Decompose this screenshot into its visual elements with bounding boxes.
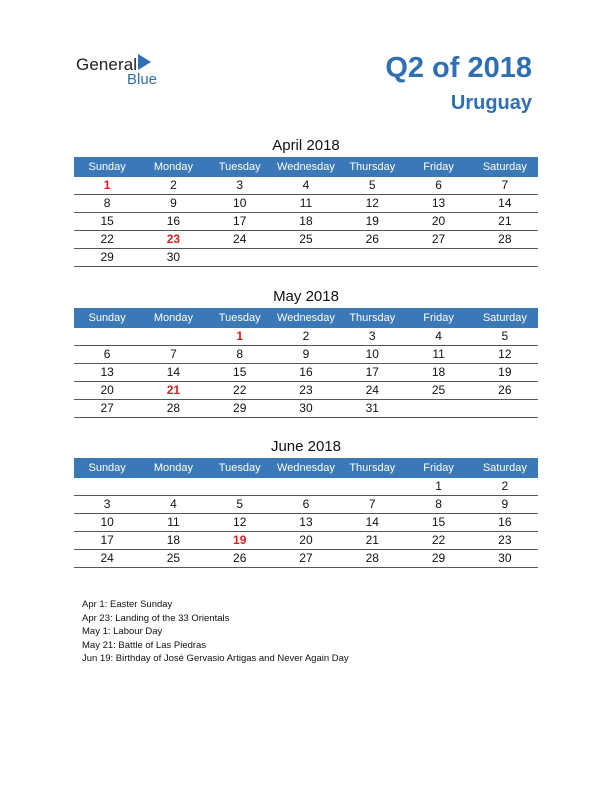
day-cell: 26 <box>498 383 512 397</box>
weekday-label: Sunday <box>88 312 126 324</box>
month-title: April 2018 <box>272 137 340 154</box>
day-cell: 3 <box>368 329 376 343</box>
weekday-header <box>74 157 538 177</box>
day-cell: 5 <box>501 329 509 343</box>
day-cell: 1 <box>236 329 244 343</box>
day-cell: 1 <box>103 178 111 192</box>
day-cell: 10 <box>365 347 379 361</box>
day-cell: 4 <box>170 497 177 511</box>
day-cell: 15 <box>233 365 247 379</box>
day-cell: 4 <box>435 329 442 343</box>
week-row <box>74 514 538 532</box>
day-cell: 7 <box>368 497 376 511</box>
day-cell: 11 <box>299 196 313 210</box>
day-cell: 31 <box>365 401 379 415</box>
day-cell: 9 <box>501 497 509 511</box>
day-cell: 15 <box>100 214 114 228</box>
calendar-may <box>74 286 538 418</box>
holiday-note: May 1: Labour Day <box>82 626 163 637</box>
week-row <box>74 177 538 195</box>
month-title: May 2018 <box>273 288 339 305</box>
calendar-april <box>74 135 538 267</box>
day-cell: 14 <box>498 196 512 210</box>
day-cell: 26 <box>233 551 247 565</box>
brand-blue-text: Blue <box>127 71 158 88</box>
day-cell: 9 <box>170 196 177 210</box>
day-cell: 18 <box>299 214 313 228</box>
day-cell: 30 <box>299 401 313 415</box>
day-cell: 25 <box>166 551 181 565</box>
day-cell: 29 <box>100 250 114 264</box>
weekday-label: Monday <box>153 312 193 324</box>
empty-day-cell <box>273 249 339 266</box>
weekday-label: Saturday <box>482 312 527 324</box>
empty-day-cell <box>339 478 405 495</box>
day-cell: 12 <box>365 196 379 210</box>
calendar-june <box>74 436 538 568</box>
day-cell: 30 <box>498 551 512 565</box>
day-cell: 13 <box>100 365 114 379</box>
day-cell: 13 <box>299 515 313 529</box>
weekday-label: Sunday <box>88 161 126 173</box>
day-cell: 29 <box>233 401 247 415</box>
day-cell: 4 <box>302 178 310 192</box>
day-cell: 27 <box>100 401 114 415</box>
day-cell: 22 <box>233 383 247 397</box>
holiday-note: Apr 1: Easter Sunday <box>82 599 173 610</box>
weekday-label: Wednesday <box>277 312 335 324</box>
flag-icon <box>138 54 151 70</box>
day-cell: 3 <box>103 497 111 511</box>
empty-day-cell <box>472 400 538 417</box>
day-cell: 16 <box>498 515 512 529</box>
day-cell: 23 <box>498 533 512 547</box>
day-cell: 20 <box>100 383 114 397</box>
weekday-label: Wednesday <box>277 462 335 474</box>
country-name: Uruguay <box>450 92 532 114</box>
week-row <box>74 346 538 364</box>
day-cell: 17 <box>233 214 247 228</box>
day-cell: 3 <box>236 178 244 192</box>
day-cell: 19 <box>233 533 247 547</box>
week-row <box>74 550 538 568</box>
weekday-header <box>74 308 538 328</box>
empty-day-cell <box>140 478 206 495</box>
weekday-label: Friday <box>423 462 454 474</box>
empty-day-cell <box>273 478 339 495</box>
day-cell: 28 <box>365 551 379 565</box>
weekday-label: Monday <box>153 161 193 173</box>
empty-day-cell <box>74 328 140 345</box>
day-cell: 5 <box>368 178 376 192</box>
week-row <box>74 328 538 346</box>
day-cell: 9 <box>302 347 310 361</box>
day-cell: 19 <box>498 365 512 379</box>
weekday-label: Wednesday <box>277 161 335 173</box>
day-cell: 14 <box>166 365 181 379</box>
weekday-label: Thursday <box>349 462 396 474</box>
empty-day-cell <box>207 249 273 266</box>
day-cell: 22 <box>431 533 446 547</box>
day-cell: 10 <box>233 196 247 210</box>
day-cell: 17 <box>365 365 379 379</box>
day-cell: 8 <box>236 347 244 361</box>
day-cell: 16 <box>166 214 181 228</box>
day-cell: 27 <box>299 551 313 565</box>
day-cell: 17 <box>100 533 114 547</box>
holiday-notes <box>82 598 349 666</box>
day-cell: 28 <box>498 232 512 246</box>
empty-day-cell <box>472 249 538 266</box>
day-cell: 25 <box>299 232 313 246</box>
day-cell: 7 <box>170 347 177 361</box>
page-title: Q2 of 2018 <box>385 52 532 84</box>
day-cell: 24 <box>233 232 247 246</box>
day-cell: 18 <box>431 365 446 379</box>
week-row <box>74 213 538 231</box>
day-cell: 1 <box>435 479 442 493</box>
day-cell: 7 <box>501 178 509 192</box>
day-cell: 2 <box>302 329 310 343</box>
week-row <box>74 249 538 267</box>
weekday-label: Tuesday <box>218 462 261 474</box>
week-row <box>74 231 538 249</box>
weekday-label: Tuesday <box>218 161 261 173</box>
empty-day-cell <box>74 478 140 495</box>
brand-logo <box>76 52 176 92</box>
day-cell: 22 <box>100 232 114 246</box>
weekday-label: Friday <box>423 312 454 324</box>
day-cell: 30 <box>166 250 181 264</box>
day-cell: 6 <box>103 347 111 361</box>
week-row <box>74 478 538 496</box>
day-cell: 18 <box>166 533 181 547</box>
day-cell: 14 <box>365 515 379 529</box>
day-cell: 28 <box>166 401 181 415</box>
day-cell: 21 <box>166 383 181 397</box>
holiday-note: May 21: Battle of Las Piedras <box>82 639 207 651</box>
empty-day-cell <box>140 328 206 345</box>
day-cell: 23 <box>299 383 313 397</box>
day-cell: 15 <box>431 515 446 529</box>
day-cell: 2 <box>170 178 177 192</box>
week-row <box>74 532 538 550</box>
empty-day-cell <box>405 400 471 417</box>
day-cell: 20 <box>431 214 446 228</box>
week-row <box>74 364 538 382</box>
day-cell: 2 <box>501 479 509 493</box>
holiday-note: Jun 19: Birthday of José Gervasio Artigas and Never Again Day <box>82 653 349 664</box>
day-cell: 6 <box>302 497 310 511</box>
weekday-label: Monday <box>153 462 193 474</box>
week-row <box>74 382 538 400</box>
day-cell: 16 <box>299 365 313 379</box>
week-row <box>74 195 538 213</box>
empty-day-cell <box>339 249 405 266</box>
day-cell: 11 <box>432 347 445 361</box>
week-row <box>74 496 538 514</box>
day-cell: 12 <box>233 515 247 529</box>
holiday-note: Apr 23: Landing of the 33 Orientals <box>82 612 230 624</box>
day-cell: 11 <box>167 515 180 529</box>
weekday-label: Thursday <box>349 161 396 173</box>
empty-day-cell <box>405 249 471 266</box>
day-cell: 29 <box>431 551 446 565</box>
day-cell: 26 <box>365 232 379 246</box>
day-cell: 12 <box>498 347 512 361</box>
day-cell: 21 <box>498 214 512 228</box>
weekday-label: Tuesday <box>218 312 261 324</box>
day-cell: 20 <box>299 533 313 547</box>
day-cell: 10 <box>100 515 114 529</box>
day-cell: 8 <box>103 196 111 210</box>
weekday-label: Friday <box>423 161 454 173</box>
day-cell: 5 <box>236 497 244 511</box>
weekday-label: Sunday <box>88 462 126 474</box>
day-cell: 6 <box>435 178 442 192</box>
day-cell: 25 <box>431 383 446 397</box>
weekday-label: Thursday <box>349 312 396 324</box>
week-row <box>74 400 538 418</box>
brand-general-text: General <box>76 55 138 74</box>
weekday-header <box>74 458 538 478</box>
empty-day-cell <box>207 478 273 495</box>
day-cell: 24 <box>365 383 379 397</box>
day-cell: 24 <box>100 551 114 565</box>
day-cell: 13 <box>431 196 446 210</box>
day-cell: 27 <box>431 232 446 246</box>
day-cell: 19 <box>365 214 379 228</box>
day-cell: 23 <box>166 232 181 246</box>
weekday-label: Saturday <box>482 161 527 173</box>
day-cell: 8 <box>435 497 442 511</box>
weekday-label: Saturday <box>482 462 527 474</box>
month-title: June 2018 <box>270 438 342 455</box>
day-cell: 21 <box>365 533 379 547</box>
